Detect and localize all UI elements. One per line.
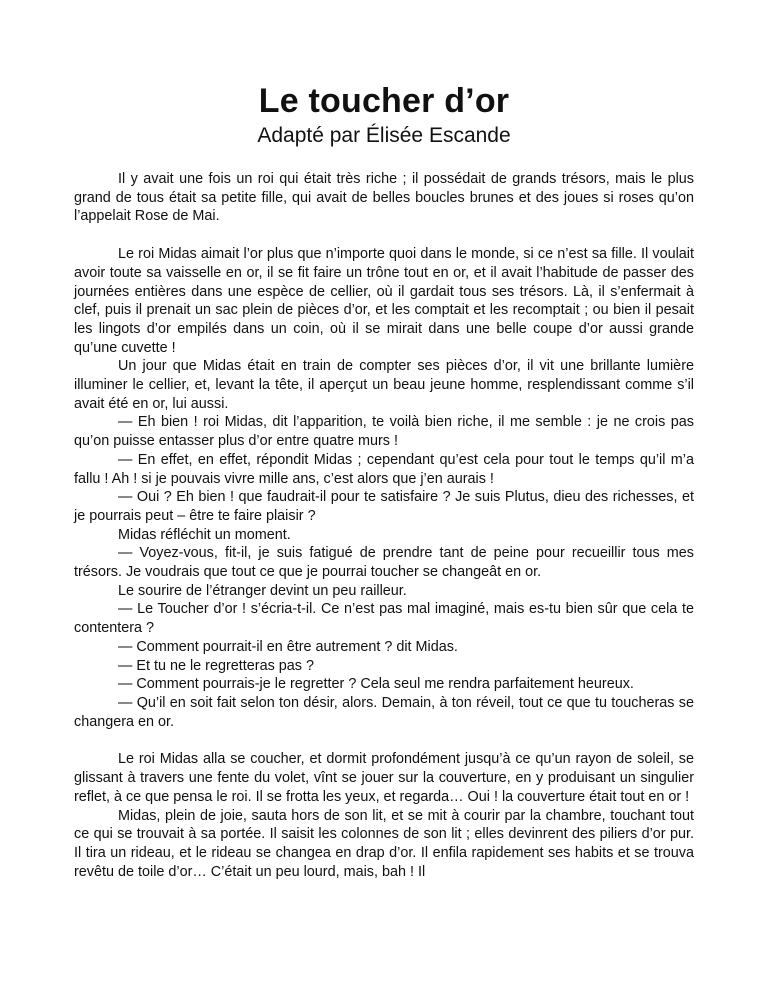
dialogue-line: — Oui ? Eh bien ! que faudrait-il pour te satisfaire ? Je suis Plutus, dieu des richesses, et je pourrais peut – être te faire plaisir ?: [74, 489, 694, 524]
dialogue-line: — Le Toucher d’or ! s’écria-t-il. Ce n’est pas mal imaginé, mais es-tu bien sûr que cela te contentera ?: [74, 601, 694, 637]
paragraph: Le roi Midas alla se coucher, et dormit profondément jusqu’à ce qu’un rayon de soleil, se glissant à travers une fente du volet, vînt se jouer sur la couverture, en y produisant un singulier reflet, à ce que pensa le roi. Il se frotta les yeux, et regarda… Oui ! la couverture était tout en or !: [74, 751, 694, 805]
paragraph: Un jour que Midas était en train de compter ses pièces d’or, il vit une brillante lumière illuminer le cellier, et, levant la tête, il aperçut un beau jeune homme, resplendissant comme s’il avait été en or, lui aussi.: [74, 358, 694, 412]
paragraph: Midas réfléchit un moment.: [118, 526, 291, 543]
page-title: Le toucher d’or: [258, 82, 510, 120]
dialogue-line: — Qu’il en soit fait selon ton désir, alors. Demain, à ton réveil, tout ce que tu toucheras se changera en or.: [74, 694, 694, 730]
dialogue-line: — En effet, en effet, répondit Midas ; cependant qu’est cela pour tout le temps qu’il m’a fallu ! Ah ! si je pouvais vivre mille ans, c’est alors que j’en aurais !: [74, 451, 694, 487]
paragraph: Midas, plein de joie, sauta hors de son lit, et se mit à courir par la chambre, touchant tout ce qui se trouvait à sa portée. Il saisit les colonnes de son lit ; elles devinrent des piliers d’or pur. Il tira un rideau, et le rideau se changea en drap d’or. Il enfila rapidement ses habits et se trouva revêtu de toile d’or… C’était un peu lourd, mais, bah ! Il: [74, 807, 694, 880]
story-body: [74, 170, 694, 881]
paragraph: Il y avait une fois un roi qui était très riche ; il possédait de grands trésors, mais le plus grand de tous était sa petite fille, qui avait de belles boucles brunes et des joues si roses qu’on l’appelait Rose de Mai.: [74, 171, 694, 225]
paragraph: Le sourire de l’étranger devint un peu railleur.: [118, 582, 407, 599]
dialogue-line: — Comment pourrais-je le regretter ? Cela seul me rendra parfaitement heureux.: [118, 676, 634, 693]
dialogue-line: — Voyez-vous, fit-il, je suis fatigué de prendre tant de peine pour recueillir tous mes trésors. Je voudrais que tout ce que je pourrai toucher se changeât en or.: [74, 545, 694, 581]
dialogue-line: — Eh bien ! roi Midas, dit l’apparition, te voilà bien riche, il me semble : je ne crois pas qu’on puisse entasser plus d’or entre quatre murs !: [74, 414, 694, 450]
dialogue-line: — Et tu ne le regretteras pas ?: [118, 657, 314, 674]
paragraph: Le roi Midas aimait l’or plus que n’importe quoi dans le monde, si ce n’est sa fille. Il voulait avoir toute sa vaisselle en or, il se fit faire un trône tout en or, et il avait l’habitude de passer des journées entières dans une espèce de cellier, où il gardait tous ses trésors. Là, il s’enfermait à clef, puis il prenait un sac plein de pièces d’or, et les comptait et les recomptait ; ou bien il pesait les lingots d’or empilés dans un coin, où il se mirait dans une belle coupe d’or aussi grande qu’une cuvette !: [74, 246, 694, 356]
page-subtitle: Adapté par Élisée Escande: [257, 124, 511, 147]
dialogue-line: — Comment pourrait-il en être autrement ? dit Midas.: [118, 638, 458, 655]
